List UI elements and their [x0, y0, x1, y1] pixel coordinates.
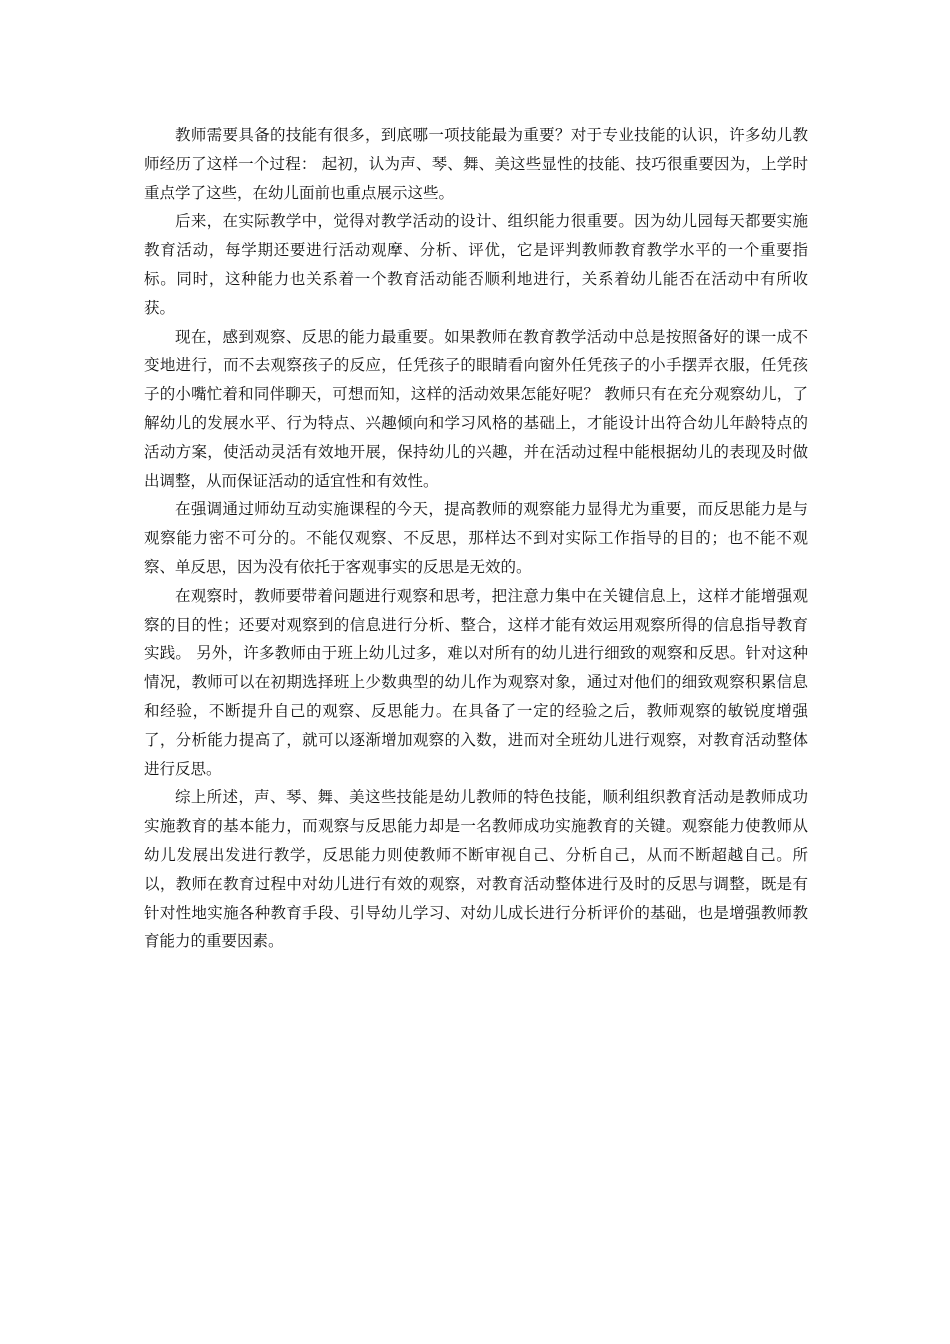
paragraph-2: 后来，在实际教学中，觉得对教学活动的设计、组织能力很重要。因为幼儿园每天都要实施教育活动，每学期还要进行活动观摩、分析、评优，它是评判教师教育教学水平的一个重要指标。同时，这种能力也关系着一个教育活动能否顺利地进行，关系着幼儿能否在活动中有所收获。 — [144, 212, 808, 317]
document-body — [144, 121, 808, 956]
paragraph-3: 现在，感到观察、反思的能力最重要。如果教师在教育教学活动中总是按照备好的课一成不变地进行，而不去观察孩子的反应，任凭孩子的眼睛看向窗外任凭孩子的小手摆弄衣服，任凭孩子的小嘴忙着和同伴聊天，可想而知，这样的活动效果怎能好呢？ 教师只有在充分观察幼儿，了解幼儿的发展水平、行为特点、兴趣倾向和学习风格的基础上，才能设计出符合幼儿年龄特点的活动方案，使活动灵活有效地开展，保持幼儿的兴趣，并在活动过程中能根据幼儿的表现及时做出调整，从而保证活动的适宜性和有效性。 — [144, 327, 808, 490]
paragraph-5: 在观察时，教师要带着问题进行观察和思考，把注意力集中在关键信息上，这样才能增强观察的目的性；还要对观察到的信息进行分析、整合，这样才能有效运用观察所得的信息指导教育实践。 另外，许多教师由于班上幼儿过多，难以对所有的幼儿进行细致的观察和反思。针对这种情况，教师可以在初期选择班上少数典型的幼儿作为观察对象，通过对他们的细致观察积累信息和经验，不断提升自己的观察、反思能力。在具备了一定的经验之后，教师观察的敏锐度增强了，分析能力提高了，就可以逐渐增加观察的入数，进而对全班幼儿进行观察，对教育活动整体进行反思。 — [144, 586, 808, 778]
paragraph-1: 教师需要具备的技能有很多，到底哪一项技能最为重要？对于专业技能的认识，许多幼儿教师经历了这样一个过程： 起初，认为声、琴、舞、美这些显性的技能、技巧很重要因为，上学时重点学了这些，在幼儿面前也重点展示这些。 — [144, 126, 808, 202]
paragraph-6: 综上所述，声、琴、舞、美这些技能是幼儿教师的特色技能，顺利组织教育活动是教师成功实施教育的基本能力，而观察与反思能力却是一名教师成功实施教育的关键。观察能力使教师从幼儿发展出发进行教学，反思能力则使教师不断审视自己、分析自己，从而不断超越自己。所以，教师在教育过程中对幼儿进行有效的观察，对教育活动整体进行及时的反思与调整，既是有针对性地实施各种教育手段、引导幼儿学习、对幼儿成长进行分析评价的基础，也是增强教师教育能力的重要因素。 — [144, 788, 808, 951]
paragraph-4: 在强调通过师幼互动实施课程的今天，提高教师的观察能力显得尤为重要，而反思能力是与观察能力密不可分的。不能仅观察、不反思，那样达不到对实际工作指导的目的；也不能不观察、单反思，因为没有依托于客观事实的反思是无效的。 — [144, 500, 808, 576]
